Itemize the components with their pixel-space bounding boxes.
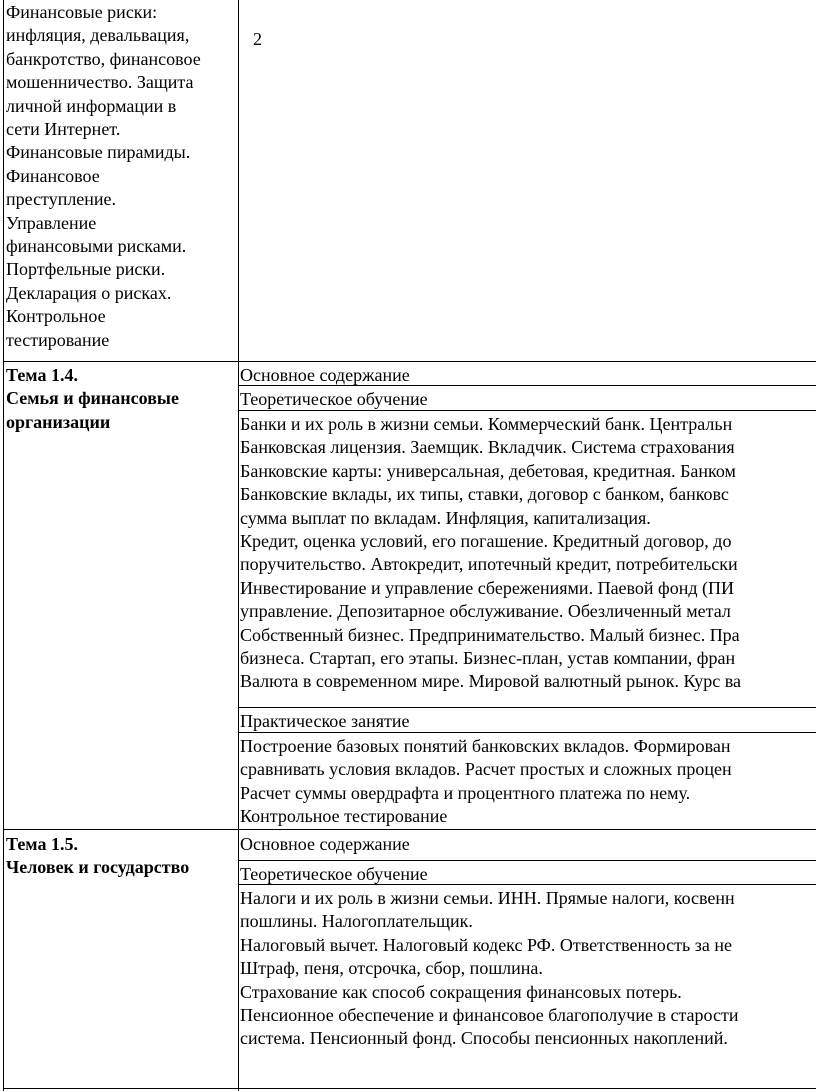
topic-line: банкротство, финансовое — [6, 48, 201, 69]
topic-1-4-cell — [6, 364, 238, 434]
topic-line: тестирование — [6, 329, 110, 350]
theory-line: Штраф, пеня, отсрочка, сбор, пошлина. — [240, 958, 543, 979]
table-left-border — [3, 0, 4, 1091]
subrow-divider — [238, 707, 816, 708]
topic-title: Тема 1.4. — [6, 365, 78, 385]
theory-line: Пенсионное обеспечение и финансовое благополучие в старости — [240, 1005, 739, 1026]
topic-line: финансовыми рисками. — [6, 236, 187, 257]
theory-header: Теоретическое обучение — [240, 389, 428, 409]
theory-content — [240, 887, 816, 1051]
topic-title: Тема 1.5. — [6, 834, 78, 854]
column-divider — [238, 0, 239, 1091]
theory-line: управление. Депозитарное обслуживание. Обезличенный метал — [240, 601, 731, 622]
topic-subtitle-line: Семья и финансовые — [6, 388, 179, 409]
theory-line: Налоговый вычет. Налоговый кодекс РФ. Ответственность за не — [240, 934, 732, 955]
topic-line: Финансовое — [6, 165, 100, 186]
row-divider — [3, 829, 816, 830]
theory-content — [240, 413, 816, 694]
theory-line: бизнеса. Стартап, его этапы. Бизнес-план, устав компании, фран — [240, 648, 736, 669]
practice-line: сравнивать условия вкладов. Расчет простых и сложных процен — [240, 759, 732, 780]
theory-line: Валюта в современном мире. Мировой валютный рынок. Курс ва — [240, 671, 741, 692]
topic-line: преступление. — [6, 189, 117, 210]
topic-line: Управление — [6, 212, 97, 233]
table-bottom-border — [3, 1088, 816, 1089]
practice-line: Расчет суммы овердрафта и процентного платежа по нему. — [240, 782, 691, 803]
topic-cell-financial-risks — [6, 1, 238, 352]
row-divider — [3, 361, 816, 362]
theory-line: Банковская лицензия. Заемщик. Вкладчик. Система страхования — [240, 437, 735, 458]
theory-line: сумма выплат по вкладам. Инфляция, капитализация. — [240, 507, 651, 528]
practice-content — [240, 735, 816, 829]
theory-line: Собственный бизнес. Предпринимательство. Малый бизнес. Пра — [240, 624, 740, 645]
topic-line: Финансовые риски: — [6, 2, 158, 22]
theory-line: Банки и их роль в жизни семьи. Коммерческий банк. Центральн — [240, 414, 733, 434]
topic-1-5-cell — [6, 833, 238, 880]
theory-line: поручительство. Автокредит, ипотечный кредит, потребительски — [240, 554, 738, 575]
practice-line: Контрольное тестирование — [240, 806, 448, 827]
theory-line: Инвестирование и управление сбережениями. Паевой фонд (ПИ — [240, 577, 734, 598]
curriculum-table — [3, 0, 816, 1091]
hours-value: 2 — [253, 29, 262, 49]
theory-line: Страхование как способ сокращения финансовых потерь. — [240, 981, 682, 1002]
practice-header: Практическое занятие — [240, 711, 410, 731]
topic-subtitle-line: организации — [6, 411, 111, 432]
theory-line: пошлины. Налогоплательщик. — [240, 911, 473, 932]
theory-line: Налоги и их роль в жизни семьи. ИНН. Прямые налоги, косвенн — [240, 888, 735, 908]
theory-line: Банковские вклады, их типы, ставки, договор с банком, банковс — [240, 484, 729, 505]
topic-line: Декларация о рисках. — [6, 282, 172, 303]
topic-line: личной информации в — [6, 95, 177, 116]
topic-line: инфляция, девальвация, — [6, 25, 190, 46]
topic-line: Финансовые пирамиды. — [6, 142, 191, 163]
topic-subtitle-line: Человек и государство — [6, 857, 190, 878]
theory-line: Банковские карты: универсальная, дебетовая, кредитная. Банком — [240, 460, 736, 481]
topic-line: Портфельные риски. — [6, 259, 166, 280]
topic-line: Контрольное — [6, 306, 106, 327]
content-header: Основное содержание — [240, 365, 410, 385]
theory-header: Теоретическое обучение — [240, 864, 428, 884]
theory-line: Кредит, оценка условий, его погашение. Кредитный договор, до — [240, 531, 732, 552]
theory-line: система. Пенсионный фонд. Способы пенсионных накоплений. — [240, 1028, 728, 1049]
topic-line: мошенничество. Защита — [6, 72, 194, 93]
practice-line: Построение базовых понятий банковских вкладов. Формирован — [240, 736, 731, 756]
content-header: Основное содержание — [240, 834, 410, 854]
subrow-divider — [238, 860, 816, 861]
topic-line: сети Интернет. — [6, 119, 121, 140]
